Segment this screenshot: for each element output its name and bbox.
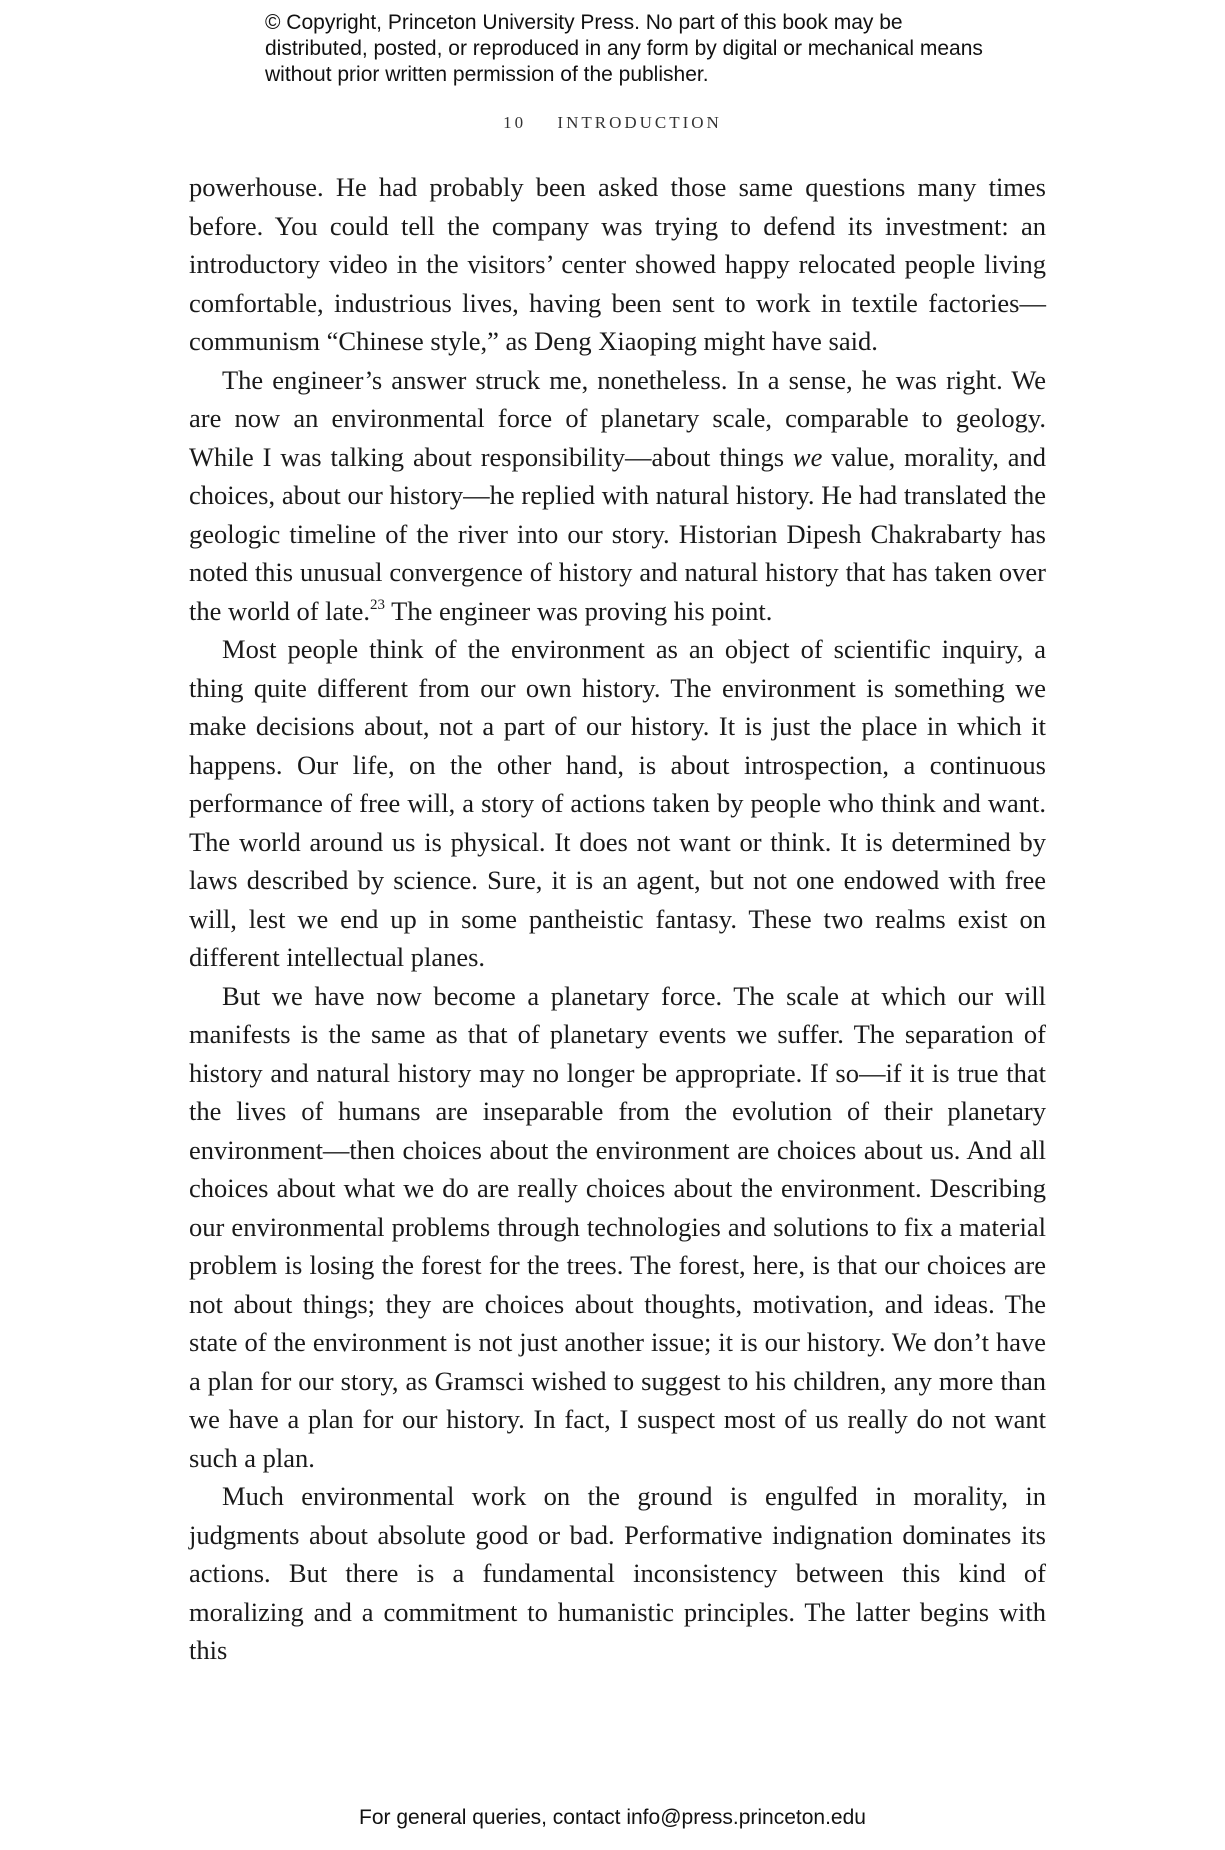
emphasis-we: we	[792, 441, 823, 472]
copyright-notice: © Copyright, Princeton University Press. No part of this book may be distributed, posted, or reproduced in any form by digital or mechanical means without prior written permission of the publisher.	[265, 11, 983, 86]
paragraph-2-part-3: The engineer was proving his point.	[385, 595, 773, 626]
paragraph-5: Much environmental work on the ground is engulfed in morality, in judgments about absolute good or bad. Performative indignation dominates its actions. But there is a fundamental inconsistency between this kind of moralizing and a commitment to humanistic principles. The latter begins with this	[189, 1481, 1046, 1665]
running-head	[0, 113, 1225, 133]
paragraph-2-part-2: value, morality, and choices, about our history—he replied with natural history. He had translated the geologic timeline of the river into our story. Historian Dipesh Chakrabarty has noted this unusual convergence of history and natural history that has taken over the world of late.	[189, 441, 1046, 626]
paragraph-1: powerhouse. He had probably been asked those same questions many times before. You could tell the company was trying to defend its investment: an introductory video in the visitors’ center showed happy relocated people living comfortable, industrious lives, having been sent to work in textile factories—communism “Chinese style,” as Deng Xiaoping might have said.	[189, 172, 1046, 356]
body-text	[189, 168, 1046, 1670]
paragraph-3: Most people think of the environment as an object of scientific inquiry, a thing quite different from our own history. The environment is something we make decisions about, not a part of our history. It is just the place in which it happens. Our life, on the other hand, is about introspection, a continuous performance of free will, a story of actions taken by people who think and want. The world around us is physical. It does not want or think. It is determined by laws described by science. Sure, it is an agent, but not one endowed with free will, lest we end up in some pantheistic fantasy. These two realms exist on different intellectual planes.	[189, 634, 1046, 972]
footnote-marker[interactable]: 23	[370, 596, 386, 613]
page-number: 10	[503, 113, 527, 132]
paragraph-4: But we have now become a planetary force. The scale at which our will manifests is the same as that of planetary events we suffer. The separation of history and natural history may no longer be appropriate. If so—if it is true that the lives of humans are inseparable from the evolution of their planetary environment—then choices about the environment are choices about us. And all choices about what we do are really choices about the environment. Describing our environmental problems through technologies and solutions to fix a material problem is losing the forest for the trees. The forest, here, is that our choices are not about things; they are choices about thoughts, motivation, and ideas. The state of the environment is not just another issue; it is our history. We don’t have a plan for our story, as Gramsci wished to suggest to his children, any more than we have a plan for our history. In fact, I suspect most of us really do not want such a plan.	[189, 980, 1046, 1473]
paragraph-2	[189, 361, 1046, 631]
paragraph-2-part-1: The engineer’s answer struck me, nonetheless. In a sense, he was right. We are now an environmental force of planetary scale, comparable to geology. While I was talking about responsibility—about things	[189, 364, 1046, 472]
section-title: INTRODUCTION	[557, 113, 722, 132]
contact-footer: For general queries, contact info@press.princeton.edu	[359, 1806, 866, 1829]
